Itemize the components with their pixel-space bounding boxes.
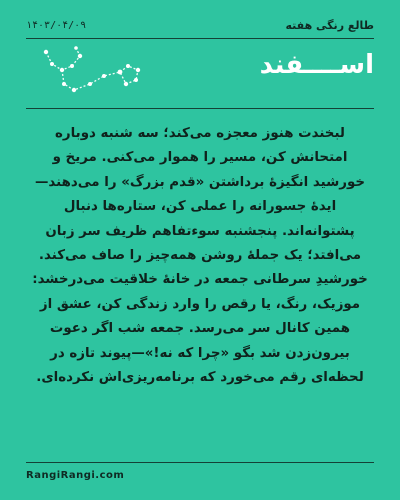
horoscope-text: لبخندت هنوز معجزه می‌کند؛ سه شنبه دوباره امتحانش کن، مسیر را هموار می‌کنی. مریخ و خورشید انگیزهٔ برداشتن «قدم بزرگ» را می‌دهند—ایدهٔ جسورانه را عملی کن، ستاره‌ها دنبال پشتوانه‌اند. پنجشنبه سوءتفاهم ظریف سر زبان می‌افتد؛ یک جملهٔ روشن همه‌چیز را صاف می‌کند. خورشیدِ سرطانی جمعه در خانهٔ خلاقیت می‌درخشد: موزیک، رنگ، یا رقص را وارد زندگی کن، عشق از همین کانال سر می‌رسد. جمعه شب اگر دعوت بیرون‌زدن شد بگو «چرا که نه!»—پیوند تازه در لحظه‌ای رقم می‌خورد که برنامه‌ریزی‌اش نکرده‌ای. — [32, 126, 368, 386]
card-header — [26, 14, 374, 36]
top-divider — [26, 38, 374, 39]
pisces-constellation-icon — [28, 44, 148, 100]
bottom-divider — [26, 462, 374, 463]
site-link[interactable]: RangiRangi.com — [26, 470, 125, 481]
sign-title: اســــفند — [259, 50, 374, 80]
brand-label: طالع رنگی هفته — [285, 18, 374, 32]
title-divider — [26, 108, 374, 109]
date-label: ۱۴۰۳/۰۴/۰۹ — [26, 19, 87, 31]
